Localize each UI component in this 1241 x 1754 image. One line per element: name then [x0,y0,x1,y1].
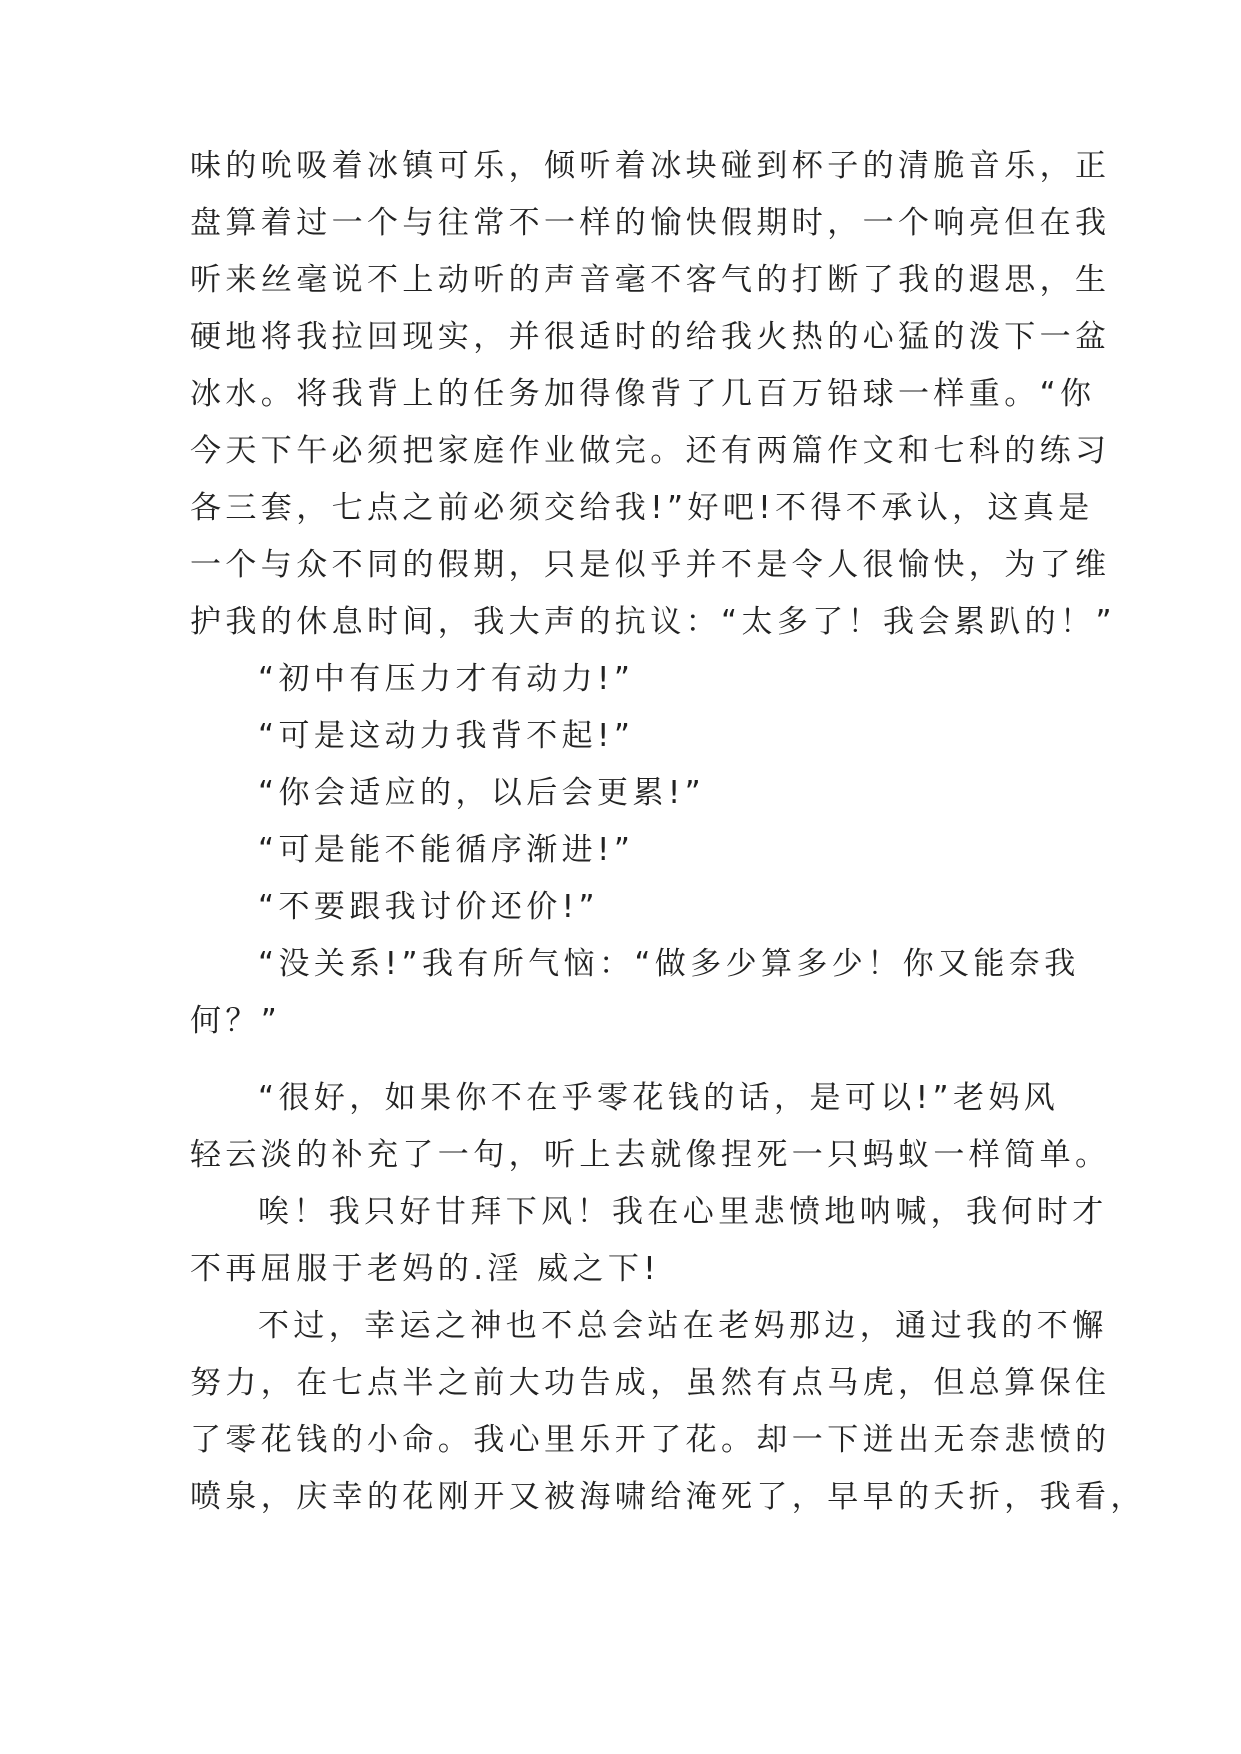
text-line: 不再屈服于老妈的.淫 威之下! [190,1251,661,1287]
paragraph-line: 唉！我只好甘拜下风！我在心里悲愤地呐喊，我何时才 [258,1194,1108,1230]
text-line: 何？” [190,1003,282,1039]
text-line: 了零花钱的小命。我心里乐开了花。却一下迸出无奈悲愤的 [190,1422,1111,1458]
text-line: 硬地将我拉回现实，并很适时的给我火热的心猛的泼下一盆 [190,319,1111,355]
dialogue-line: “不要跟我讨价还价!” [258,889,599,925]
paragraph-line: 不过，幸运之神也不总会站在老妈那边，通过我的不懈 [258,1308,1108,1344]
text-line: 味的吮吸着冰镇可乐，倾听着冰块碰到杯子的清脆音乐，正 [190,148,1111,184]
text-line: 盘算着过一个与往常不一样的愉快假期时，一个响亮但在我 [190,205,1111,241]
dialogue-line: “没关系!”我有所气恼：“做多少算多少！你又能奈我 [258,946,1080,982]
text-line: 冰水。将我背上的任务加得像背了几百万铅球一样重。“你 [190,376,1096,412]
dialogue-line: “你会适应的，以后会更累!” [258,775,706,811]
text-line: 各三套，七点之前必须交给我!”好吧!不得不承认，这真是 [190,490,1094,526]
text-line: 喷泉，庆幸的花刚开又被海啸给淹死了，早早的夭折，我看， [190,1479,1146,1515]
dialogue-line: “初中有压力才有动力!” [258,661,635,697]
dialogue-line: “可是能不能循序渐进!” [258,832,635,868]
text-line: 护我的休息时间，我大声的抗议：“太多了！我会累趴的！” [190,604,1116,640]
dialogue-line: “可是这动力我背不起!” [258,718,635,754]
text-line: 听来丝毫说不上动听的声音毫不客气的打断了我的遐思，生 [190,262,1111,298]
text-line: 轻云淡的补充了一句，听上去就像捏死一只蚂蚁一样简单。 [190,1137,1111,1173]
text-line: 今天下午必须把家庭作业做完。还有两篇作文和七科的练习 [190,433,1111,469]
text-line: 一个与众不同的假期，只是似乎并不是令人很愉快，为了维 [190,547,1111,583]
text-line: 努力，在七点半之前大功告成，虽然有点马虎，但总算保住 [190,1365,1111,1401]
dialogue-line: “很好，如果你不在乎零花钱的话，是可以!”老妈风 [258,1080,1060,1116]
